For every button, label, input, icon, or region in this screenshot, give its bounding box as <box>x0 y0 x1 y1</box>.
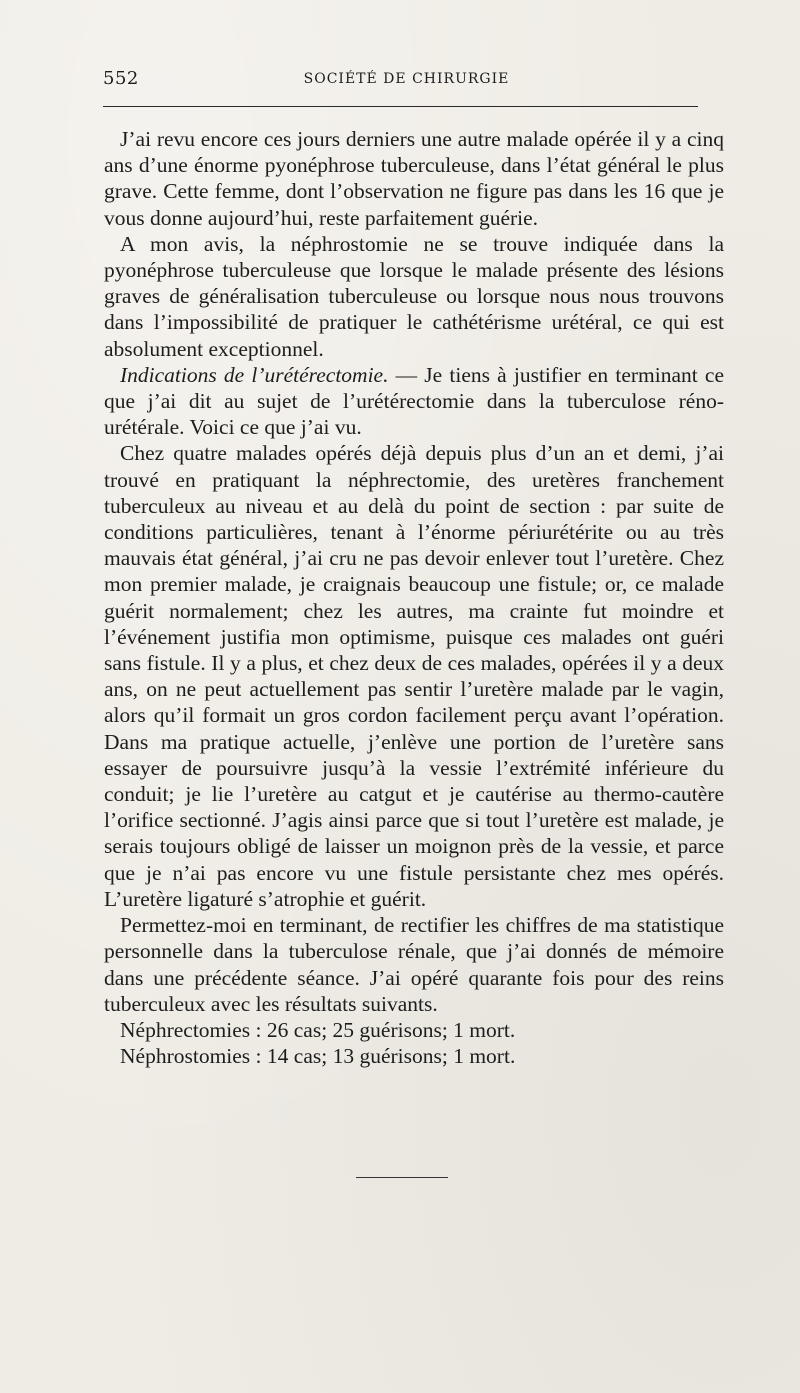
page-header <box>103 68 700 98</box>
statistics-nephrostomies: Néphrostomies : 14 cas; 13 guérisons; 1 mort. <box>120 1044 516 1069</box>
header-rule <box>103 106 698 107</box>
page-number: 552 <box>103 68 139 89</box>
paragraph-2: A mon avis, la néphrostomie ne se trouve indiquée dans la pyonéphrose tuberculeuse que lorsque le malade présente des lésions graves de généralisation tuberculeuse ou lorsque nous nous trouvons dans l’impossibilité de pratiquer le cathétérisme urétéral, ce qui est absolument exceptionnel. <box>104 231 724 361</box>
paragraph-3 <box>104 362 724 441</box>
paragraph-5: Permettez-moi en terminant, de rectifier les chiffres de ma statistique personnelle dans la tuberculose rénale, que j’ai donnés de mémoire dans une précédente séance. J’ai opéré quarante fois pour des reins tuberculeux avec les résultats suivants. <box>104 913 724 1016</box>
running-title: SOCIÉTÉ DE CHIRURGIE <box>303 71 510 87</box>
paragraph-4: Chez quatre malades opérés déjà depuis plus d’un an et demi, j’ai trouvé en pratiquant la néphrectomie, des uretères franchement tuberculeux au niveau et au delà du point de section : par suite de conditions particulières, tenant à l’énorme périurétérite ou au très mauvais état général, j’ai cru ne pas devoir enlever tout l’uretère. Chez mon premier malade, je craignais beaucoup une fistule; or, ce malade guérit normalement; chez les autres, ma crainte fut moindre et l’événement justifia mon optimisme, puisque ces malades ont guéri sans fistule. Il y a plus, et chez deux de ces malades, opérées il y a deux ans, on ne peut actuellement pas sentir l’uretère malade par le vagin, alors qu’il formait un gros cordon facilement perçu avant l’opération. Dans ma pratique actuelle, j’enlève une portion de l’uretère sans essayer de poursuivre jusqu’à la vessie l’extrémité inférieure du conduit; je lie l’uretère au catgut et je cautérise au thermo-cautère l’orifice sectionné. J’agis ainsi parce que si tout l’uretère est malade, je serais toujours obligé de laisser un moignon près de la vessie, et parce que je n’ai pas encore vu une fistule persistante chez mes opérés. L’uretère ligaturé s’atrophie et guérit. <box>104 441 724 911</box>
paragraph-3-text: — Je tiens à justifier en terminant ce que j’ai dit au sujet de l’urétérectomie dans la tuberculose réno-urétérale. Voici ce que j’ai vu. <box>104 362 724 440</box>
body-text <box>104 126 724 1069</box>
paragraph-1: J’ai revu encore ces jours derniers une autre malade opérée il y a cinq ans d’une énorme pyonéphrose tuberculeuse, dans l’état général le plus grave. Cette femme, dont l’observation ne figure pas dans les 16 que je vous donne aujourd’hui, reste parfaitement guérie. <box>104 127 724 230</box>
section-heading-italic: Indications de l’urétérectomie. <box>120 362 389 387</box>
statistics-nephrectomies: Néphrectomies : 26 cas; 25 guérisons; 1 mort. <box>120 1017 516 1042</box>
end-rule <box>356 1177 448 1178</box>
